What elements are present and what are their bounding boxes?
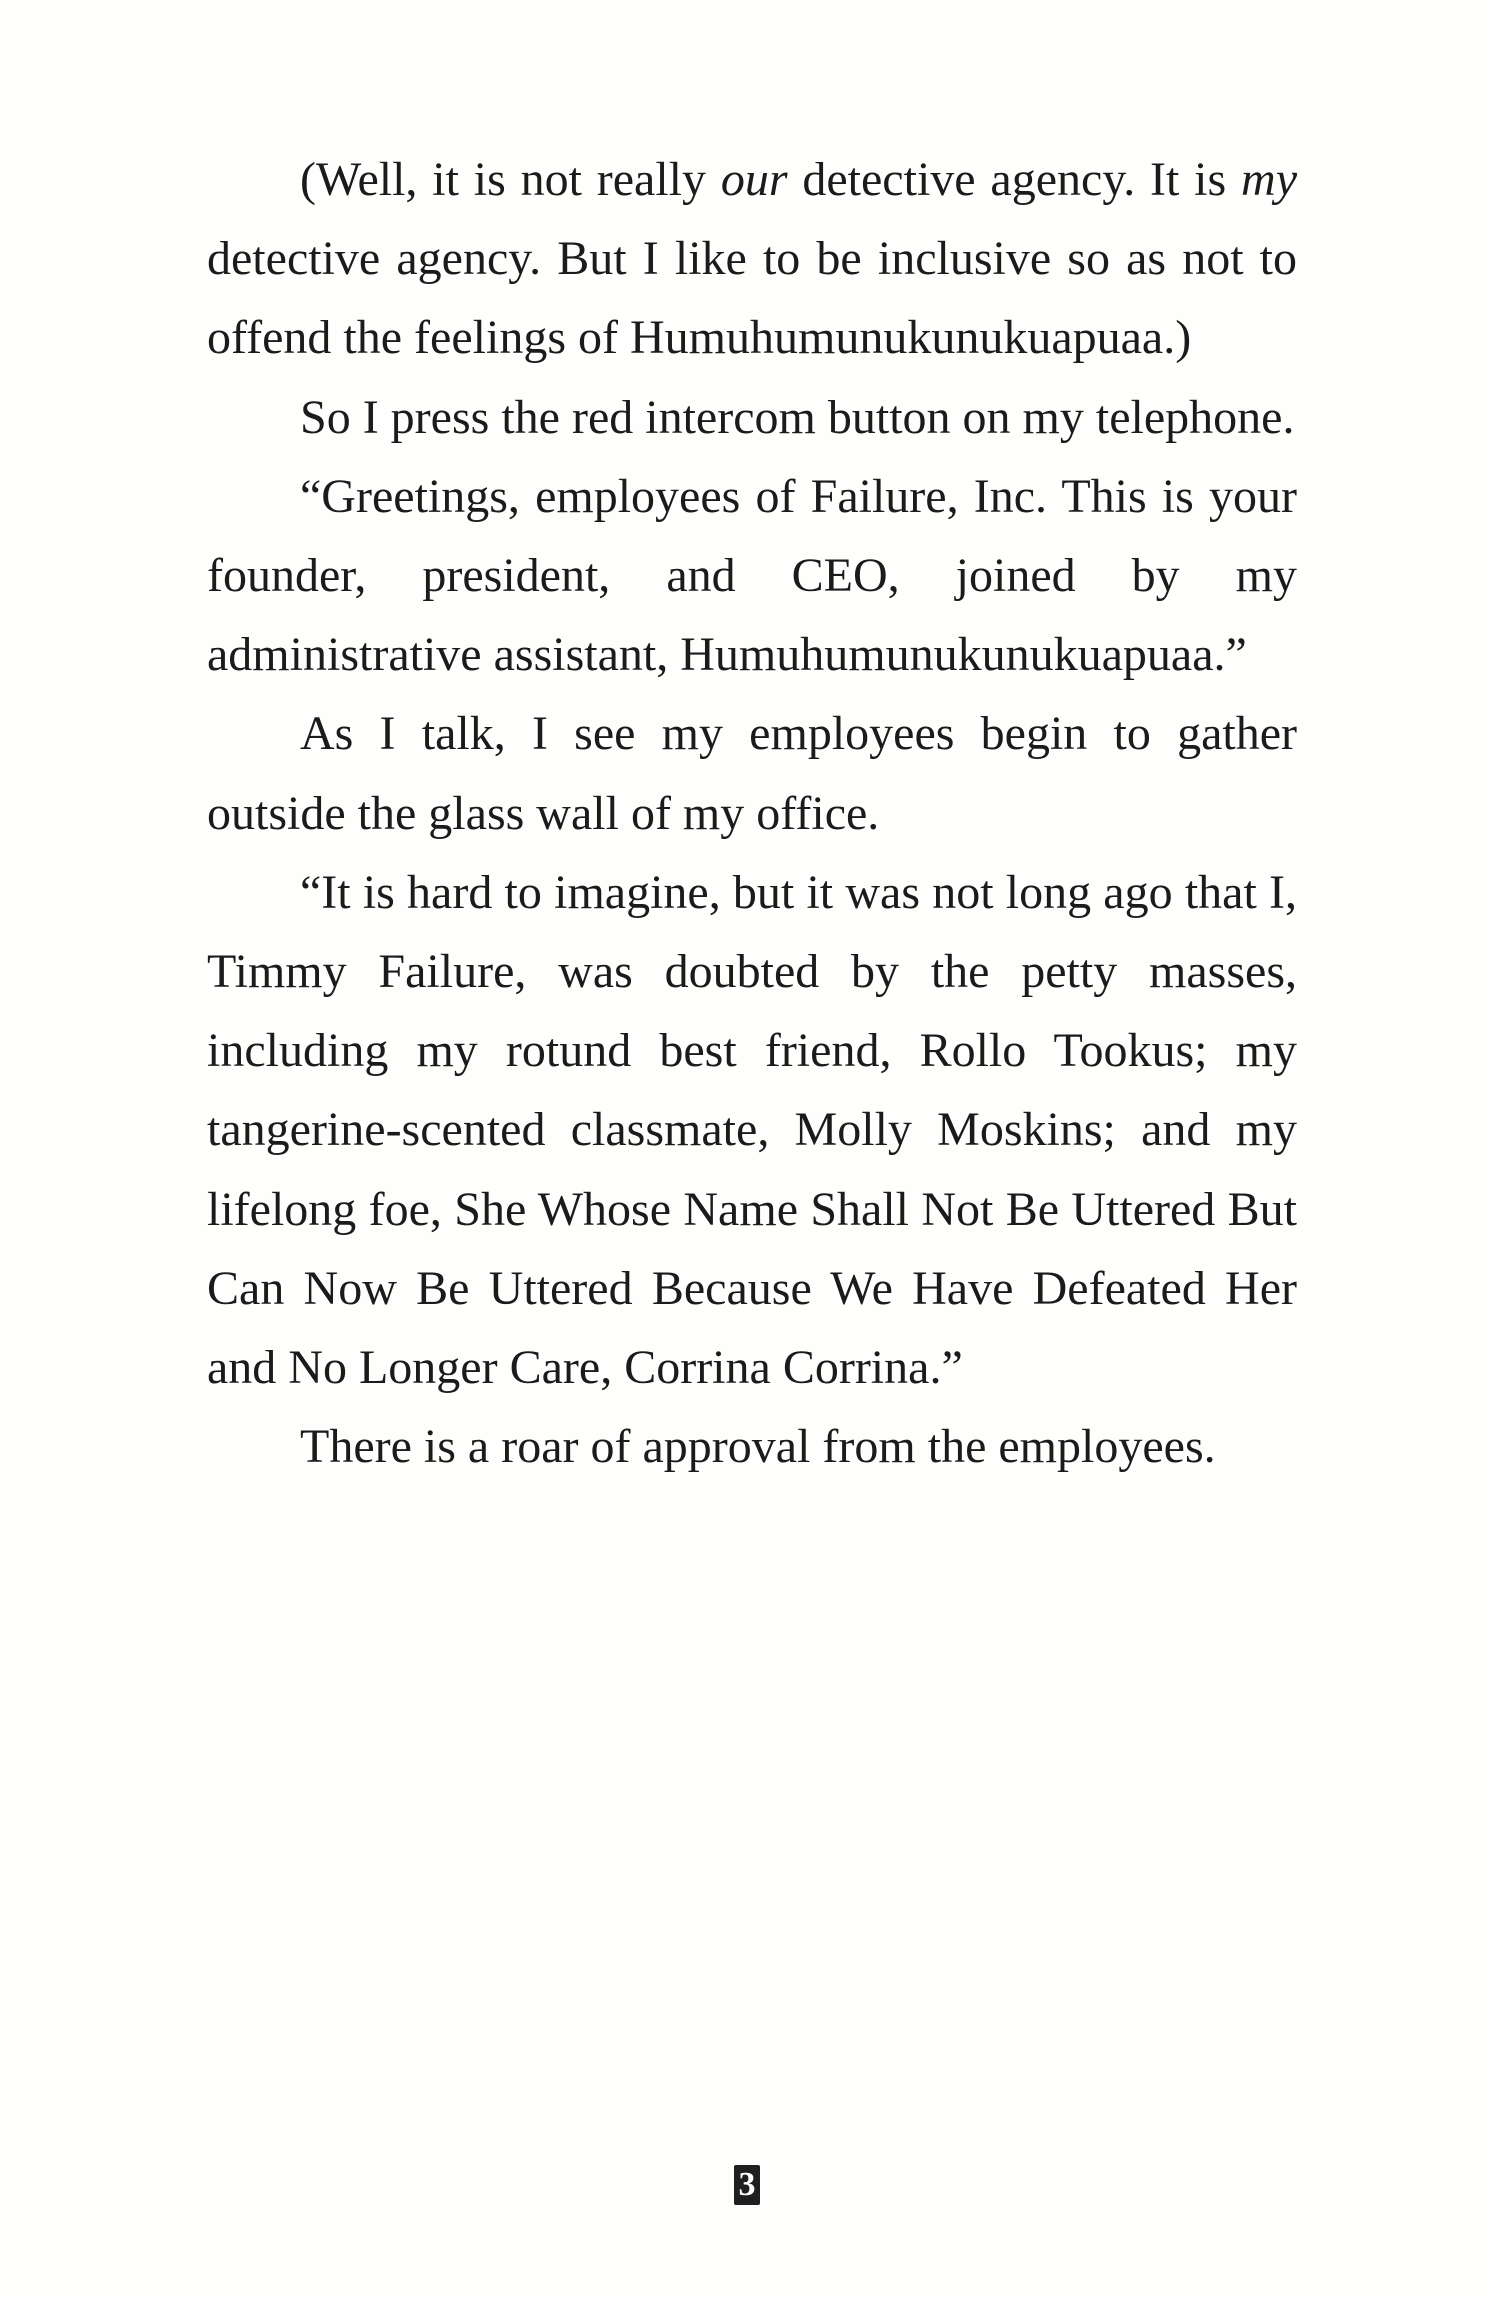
paragraph	[207, 457, 1297, 695]
text-segment: detective agency. But I like to be inclusive so as not to offend the feelings of Humuhumunukunukuapuaa.)	[207, 232, 1297, 365]
text-segment: detective agency. It is	[787, 153, 1242, 206]
body-text	[207, 140, 1297, 1486]
italic-text: my	[1241, 153, 1297, 206]
paragraph	[207, 694, 1297, 852]
paragraph	[207, 1407, 1297, 1486]
paragraph	[207, 853, 1297, 1407]
page-number: 3	[734, 2165, 760, 2205]
text-segment: (Well, it is not really	[300, 153, 721, 206]
paragraph	[207, 140, 1297, 378]
paragraph	[207, 378, 1297, 457]
text-segment: “Greetings, employees of Failure, Inc. This is your founder, president, and CEO, joined by my administrative assistant, Humuhumunukunukuapuaa.”	[207, 469, 1297, 682]
text-segment: As I talk, I see my employees begin to gather outside the glass wall of my office.	[207, 707, 1297, 840]
italic-text: our	[720, 153, 788, 206]
text-segment: “It is hard to imagine, but it was not long ago that I, Timmy Failure, was doubted by the petty masses, including my rotund best friend, Rollo Tookus; my tangerine-scented classmate, Molly Moskins; and my lifelong foe, She Whose Name Shall Not Be Uttered But Can Now Be Uttered Because We Have Defeated Her and No Longer Care, Corrina Corrina.”	[207, 865, 1297, 1395]
text-segment: So I press the red intercom button on my telephone.	[300, 390, 1295, 444]
text-segment: There is a roar of approval from the employees.	[300, 1420, 1216, 1474]
